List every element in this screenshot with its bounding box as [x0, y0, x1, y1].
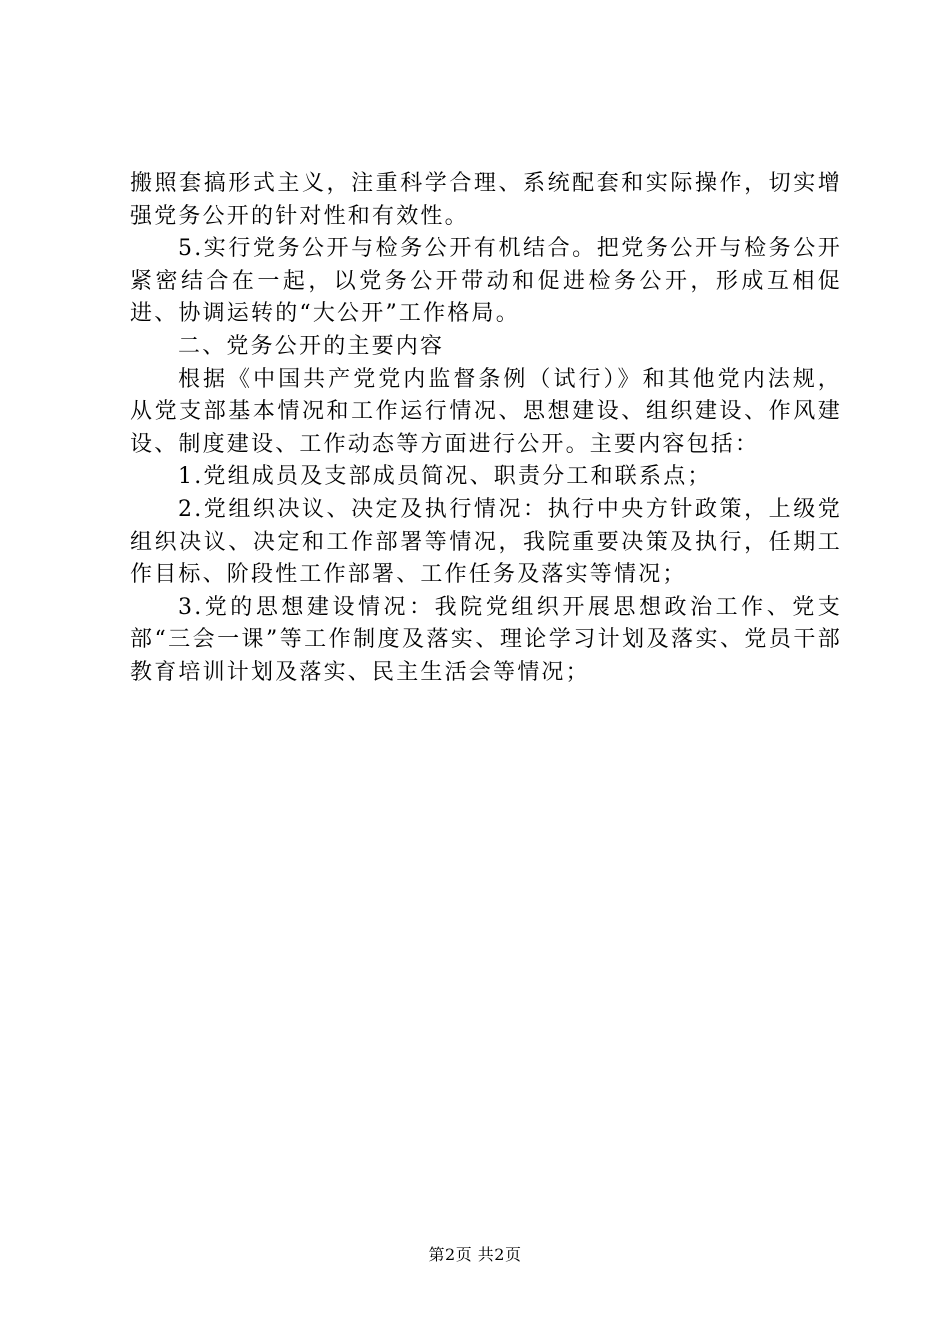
paragraph-item-5: 5.实行党务公开与检务公开有机结合。把党务公开与检务公开紧密结合在一起，以党务公开带动和促进检务公开，形成互相促进、协调运转的“大公开”工作格局。	[130, 236, 842, 327]
paragraph-item-1: 1.党组成员及支部成员简况、职责分工和联系点；	[178, 464, 712, 490]
paragraph-item-2: 2.党组织决议、决定及执行情况：执行中央方针政策，上级党组织决议、决定和工作部署等情况，我院重要决策及执行，任期工作目标、阶段性工作部署、工作任务及落实等情况；	[130, 496, 842, 588]
paragraph-continuation: 搬照套搞形式主义，注重科学合理、系统配套和实际操作，切实增强党务公开的针对性和有效性。	[130, 171, 842, 229]
page-footer: 第2页 共2页	[428, 1245, 522, 1264]
paragraph-item-3: 3.党的思想建设情况：我院党组织开展思想政治工作、党支部“三会一课”等工作制度及落实、理论学习计划及落实、党员干部教育培训计划及落实、民主生活会等情况；	[130, 594, 842, 685]
paragraph-intro: 根据《中国共产党党内监督条例（试行）》和其他党内法规，从党支部基本情况和工作运行情况、思想建设、组织建设、作风建设、制度建设、工作动态等方面进行公开。主要内容包括：	[130, 366, 842, 457]
document-body	[130, 168, 842, 690]
section-heading: 二、党务公开的主要内容	[178, 333, 445, 359]
